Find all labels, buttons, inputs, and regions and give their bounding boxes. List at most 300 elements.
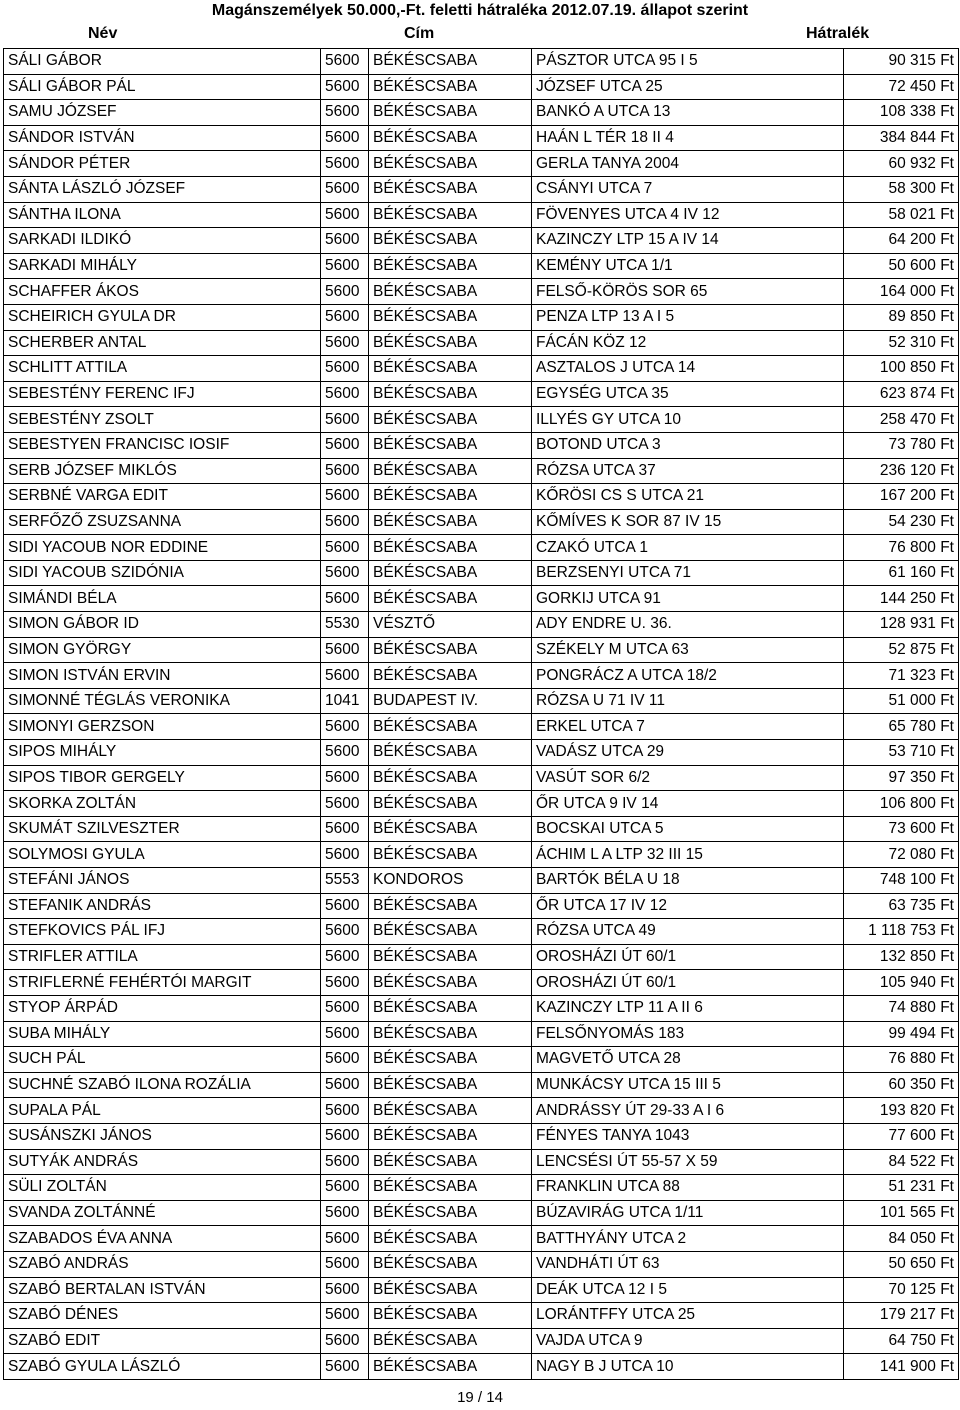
cell-city: BÉKÉSCSABA (369, 1098, 532, 1124)
cell-name: SKUMÁT SZILVESZTER (4, 816, 321, 842)
cell-city: BÉKÉSCSABA (369, 765, 532, 791)
cell-zip: 5600 (321, 740, 369, 766)
cell-zip: 5600 (321, 509, 369, 535)
cell-city: BÉKÉSCSABA (369, 330, 532, 356)
table-row (4, 944, 959, 970)
cell-debt: 164 000 Ft (844, 279, 959, 305)
cell-name: SIMON ISTVÁN ERVIN (4, 663, 321, 689)
cell-name: SÁLI GÁBOR (4, 49, 321, 75)
table-row (4, 509, 959, 535)
cell-name: SAMU JÓZSEF (4, 100, 321, 126)
cell-name: SUPALA PÁL (4, 1098, 321, 1124)
table-row (4, 1303, 959, 1329)
cell-zip: 5600 (321, 919, 369, 945)
cell-city: BÉKÉSCSABA (369, 381, 532, 407)
cell-name: SCHEIRICH GYULA DR (4, 304, 321, 330)
cell-street: KEMÉNY UTCA 1/1 (532, 253, 844, 279)
cell-city: VÉSZTŐ (369, 612, 532, 638)
cell-street: CSÁNYI UTCA 7 (532, 176, 844, 202)
cell-zip: 5600 (321, 176, 369, 202)
cell-city: BÉKÉSCSABA (369, 816, 532, 842)
table-row (4, 1072, 959, 1098)
cell-city: BÉKÉSCSABA (369, 49, 532, 75)
cell-debt: 384 844 Ft (844, 125, 959, 151)
table-row (4, 791, 959, 817)
cell-name: SARKADI MIHÁLY (4, 253, 321, 279)
column-header-row (0, 22, 960, 46)
cell-street: BATTHYÁNY UTCA 2 (532, 1226, 844, 1252)
cell-street: FRANKLIN UTCA 88 (532, 1175, 844, 1201)
cell-debt: 53 710 Ft (844, 740, 959, 766)
cell-street: KŐMÍVES K SOR 87 IV 15 (532, 509, 844, 535)
cell-zip: 5600 (321, 100, 369, 126)
cell-street: PÁSZTOR UTCA 95 I 5 (532, 49, 844, 75)
cell-zip: 5600 (321, 663, 369, 689)
cell-zip: 5600 (321, 1175, 369, 1201)
cell-city: BÉKÉSCSABA (369, 484, 532, 510)
cell-street: LENCSÉSI ÚT 55-57 X 59 (532, 1149, 844, 1175)
table-row (4, 842, 959, 868)
cell-name: STEFÁNI JÁNOS (4, 868, 321, 894)
cell-debt: 144 250 Ft (844, 586, 959, 612)
cell-debt: 65 780 Ft (844, 714, 959, 740)
table-row (4, 100, 959, 126)
cell-street: ADY ENDRE U. 36. (532, 612, 844, 638)
cell-street: OROSHÁZI ÚT 60/1 (532, 970, 844, 996)
cell-street: PENZA LTP 13 A I 5 (532, 304, 844, 330)
cell-zip: 5600 (321, 1226, 369, 1252)
cell-street: RÓZSA UTCA 37 (532, 458, 844, 484)
cell-city: BÉKÉSCSABA (369, 740, 532, 766)
table-row (4, 919, 959, 945)
table-row (4, 1251, 959, 1277)
cell-street: KAZINCZY LTP 15 A IV 14 (532, 228, 844, 254)
cell-debt: 128 931 Ft (844, 612, 959, 638)
cell-name: SARKADI ILDIKÓ (4, 228, 321, 254)
cell-zip: 5600 (321, 1328, 369, 1354)
cell-debt: 89 850 Ft (844, 304, 959, 330)
cell-street: VANDHÁTI ÚT 63 (532, 1251, 844, 1277)
cell-name: SIMON GYÖRGY (4, 637, 321, 663)
cell-street: ILLYÉS GY UTCA 10 (532, 407, 844, 433)
table-row (4, 612, 959, 638)
cell-city: BÉKÉSCSABA (369, 1072, 532, 1098)
cell-city: BÉKÉSCSABA (369, 919, 532, 945)
cell-debt: 193 820 Ft (844, 1098, 959, 1124)
cell-name: SERB JÓZSEF MIKLÓS (4, 458, 321, 484)
table-row (4, 407, 959, 433)
table-row (4, 125, 959, 151)
cell-name: STEFANIK ANDRÁS (4, 893, 321, 919)
table-row (4, 688, 959, 714)
cell-zip: 5600 (321, 74, 369, 100)
cell-debt: 76 800 Ft (844, 535, 959, 561)
table-row (4, 560, 959, 586)
cell-street: GERLA TANYA 2004 (532, 151, 844, 177)
debtors-table (3, 48, 959, 1380)
cell-city: BÉKÉSCSABA (369, 151, 532, 177)
cell-debt: 73 780 Ft (844, 432, 959, 458)
cell-street: OROSHÁZI ÚT 60/1 (532, 944, 844, 970)
cell-debt: 236 120 Ft (844, 458, 959, 484)
cell-city: BÉKÉSCSABA (369, 1277, 532, 1303)
cell-city: BÉKÉSCSABA (369, 1354, 532, 1380)
cell-debt: 748 100 Ft (844, 868, 959, 894)
cell-zip: 5600 (321, 1021, 369, 1047)
table-row (4, 330, 959, 356)
cell-debt: 51 000 Ft (844, 688, 959, 714)
cell-debt: 258 470 Ft (844, 407, 959, 433)
cell-zip: 5600 (321, 1303, 369, 1329)
cell-name: SÜLI ZOLTÁN (4, 1175, 321, 1201)
cell-street: SZÉKELY M UTCA 63 (532, 637, 844, 663)
cell-street: ASZTALOS J UTCA 14 (532, 356, 844, 382)
column-header-name: Név (88, 25, 118, 42)
cell-street: VASÚT SOR 6/2 (532, 765, 844, 791)
cell-city: BÉKÉSCSABA (369, 74, 532, 100)
cell-city: BÉKÉSCSABA (369, 100, 532, 126)
cell-zip: 5600 (321, 637, 369, 663)
cell-zip: 5600 (321, 49, 369, 75)
cell-debt: 76 880 Ft (844, 1047, 959, 1073)
cell-street: NAGY B J UTCA 10 (532, 1354, 844, 1380)
cell-debt: 50 650 Ft (844, 1251, 959, 1277)
cell-debt: 54 230 Ft (844, 509, 959, 535)
cell-zip: 5600 (321, 228, 369, 254)
cell-city: BÉKÉSCSABA (369, 995, 532, 1021)
cell-debt: 108 338 Ft (844, 100, 959, 126)
cell-city: BÉKÉSCSABA (369, 970, 532, 996)
cell-city: BÉKÉSCSABA (369, 1021, 532, 1047)
table-row (4, 228, 959, 254)
cell-debt: 73 600 Ft (844, 816, 959, 842)
cell-debt: 52 310 Ft (844, 330, 959, 356)
cell-name: SOLYMOSI GYULA (4, 842, 321, 868)
cell-zip: 5600 (321, 1200, 369, 1226)
cell-street: ÁCHIM L A LTP 32 III 15 (532, 842, 844, 868)
cell-name: STRIFLERNÉ FEHÉRTÓI MARGIT (4, 970, 321, 996)
table-row (4, 714, 959, 740)
cell-city: BÉKÉSCSABA (369, 1149, 532, 1175)
cell-zip: 5600 (321, 893, 369, 919)
cell-street: KŐRÖSI CS S UTCA 21 (532, 484, 844, 510)
table-row (4, 1175, 959, 1201)
table-row (4, 1226, 959, 1252)
cell-city: BÉKÉSCSABA (369, 304, 532, 330)
cell-street: JÓZSEF UTCA 25 (532, 74, 844, 100)
cell-debt: 179 217 Ft (844, 1303, 959, 1329)
cell-street: FÁCÁN KÖZ 12 (532, 330, 844, 356)
cell-city: BÉKÉSCSABA (369, 535, 532, 561)
cell-street: ERKEL UTCA 7 (532, 714, 844, 740)
cell-city: BÉKÉSCSABA (369, 125, 532, 151)
cell-debt: 99 494 Ft (844, 1021, 959, 1047)
page-number: 19 / 14 (457, 1389, 503, 1406)
cell-zip: 5600 (321, 1149, 369, 1175)
cell-name: SIPOS TIBOR GERGELY (4, 765, 321, 791)
cell-name: SKORKA ZOLTÁN (4, 791, 321, 817)
cell-city: BÉKÉSCSABA (369, 202, 532, 228)
cell-name: SIDI YACOUB SZIDÓNIA (4, 560, 321, 586)
table-row (4, 1149, 959, 1175)
cell-debt: 72 450 Ft (844, 74, 959, 100)
cell-debt: 106 800 Ft (844, 791, 959, 817)
table-row (4, 1047, 959, 1073)
table-row (4, 484, 959, 510)
cell-street: VAJDA UTCA 9 (532, 1328, 844, 1354)
cell-street: RÓZSA UTCA 49 (532, 919, 844, 945)
cell-zip: 5600 (321, 816, 369, 842)
table-row (4, 381, 959, 407)
cell-zip: 5600 (321, 944, 369, 970)
cell-zip: 5600 (321, 356, 369, 382)
table-row (4, 637, 959, 663)
cell-name: SEBESTÉNY FERENC IFJ (4, 381, 321, 407)
cell-zip: 5600 (321, 484, 369, 510)
cell-street: LORÁNTFFY UTCA 25 (532, 1303, 844, 1329)
cell-name: SZABÓ GYULA LÁSZLÓ (4, 1354, 321, 1380)
cell-city: BÉKÉSCSABA (369, 1328, 532, 1354)
cell-debt: 623 874 Ft (844, 381, 959, 407)
cell-debt: 50 600 Ft (844, 253, 959, 279)
cell-city: BÉKÉSCSABA (369, 1175, 532, 1201)
cell-street: BERZSENYI UTCA 71 (532, 560, 844, 586)
cell-street: GORKIJ UTCA 91 (532, 586, 844, 612)
cell-name: SIPOS MIHÁLY (4, 740, 321, 766)
cell-name: SCHERBER ANTAL (4, 330, 321, 356)
cell-zip: 5600 (321, 151, 369, 177)
table-row (4, 893, 959, 919)
cell-city: BÉKÉSCSABA (369, 714, 532, 740)
cell-debt: 90 315 Ft (844, 49, 959, 75)
cell-name: SIMONYI GERZSON (4, 714, 321, 740)
cell-city: BÉKÉSCSABA (369, 356, 532, 382)
cell-name: SCHAFFER ÁKOS (4, 279, 321, 305)
cell-city: BÉKÉSCSABA (369, 1226, 532, 1252)
table-row (4, 458, 959, 484)
table-row (4, 49, 959, 75)
cell-street: MUNKÁCSY UTCA 15 III 5 (532, 1072, 844, 1098)
table-row (4, 1123, 959, 1149)
cell-debt: 167 200 Ft (844, 484, 959, 510)
cell-name: SUCHNÉ SZABÓ ILONA ROZÁLIA (4, 1072, 321, 1098)
table-row (4, 868, 959, 894)
table-row (4, 816, 959, 842)
cell-street: MAGVETŐ UTCA 28 (532, 1047, 844, 1073)
cell-debt: 72 080 Ft (844, 842, 959, 868)
cell-city: KONDOROS (369, 868, 532, 894)
cell-street: BARTÓK BÉLA U 18 (532, 868, 844, 894)
table-row (4, 970, 959, 996)
cell-name: SÁLI GÁBOR PÁL (4, 74, 321, 100)
cell-street: ŐR UTCA 17 IV 12 (532, 893, 844, 919)
cell-city: BÉKÉSCSABA (369, 637, 532, 663)
cell-zip: 5600 (321, 765, 369, 791)
cell-zip: 5600 (321, 586, 369, 612)
cell-name: SIMONNÉ TÉGLÁS VERONIKA (4, 688, 321, 714)
cell-debt: 63 735 Ft (844, 893, 959, 919)
cell-street: CZAKÓ UTCA 1 (532, 535, 844, 561)
cell-name: SÁNTA LÁSZLÓ JÓZSEF (4, 176, 321, 202)
page-title: Magánszemélyek 50.000,-Ft. feletti hátraléka 2012.07.19. állapot szerint (211, 2, 749, 19)
cell-zip: 5600 (321, 970, 369, 996)
cell-city: BÉKÉSCSABA (369, 509, 532, 535)
cell-street: HAÁN L TÉR 18 II 4 (532, 125, 844, 151)
cell-zip: 5600 (321, 791, 369, 817)
cell-street: ANDRÁSSY ÚT 29-33 A I 6 (532, 1098, 844, 1124)
table-row (4, 1098, 959, 1124)
cell-street: DEÁK UTCA 12 I 5 (532, 1277, 844, 1303)
cell-debt: 77 600 Ft (844, 1123, 959, 1149)
cell-name: SIDI YACOUB NOR EDDINE (4, 535, 321, 561)
cell-debt: 71 323 Ft (844, 663, 959, 689)
cell-zip: 5600 (321, 714, 369, 740)
cell-zip: 5553 (321, 868, 369, 894)
cell-debt: 58 021 Ft (844, 202, 959, 228)
cell-city: BÉKÉSCSABA (369, 1047, 532, 1073)
cell-debt: 64 200 Ft (844, 228, 959, 254)
cell-name: STYOP ÁRPÁD (4, 995, 321, 1021)
cell-debt: 100 850 Ft (844, 356, 959, 382)
cell-zip: 5600 (321, 407, 369, 433)
cell-city: BÉKÉSCSABA (369, 279, 532, 305)
cell-zip: 5600 (321, 535, 369, 561)
table-row (4, 176, 959, 202)
cell-zip: 5600 (321, 253, 369, 279)
cell-name: SUCH PÁL (4, 1047, 321, 1073)
cell-debt: 84 522 Ft (844, 1149, 959, 1175)
cell-debt: 51 231 Ft (844, 1175, 959, 1201)
table-row (4, 1277, 959, 1303)
cell-debt: 58 300 Ft (844, 176, 959, 202)
cell-city: BÉKÉSCSABA (369, 944, 532, 970)
cell-zip: 5600 (321, 1123, 369, 1149)
cell-debt: 141 900 Ft (844, 1354, 959, 1380)
table-row (4, 663, 959, 689)
cell-street: BOTOND UTCA 3 (532, 432, 844, 458)
cell-name: SEBESTYEN FRANCISC IOSIF (4, 432, 321, 458)
cell-zip: 5600 (321, 330, 369, 356)
cell-city: BÉKÉSCSABA (369, 1200, 532, 1226)
table-row (4, 304, 959, 330)
cell-zip: 5600 (321, 1354, 369, 1380)
column-header-address: Cím (404, 25, 435, 42)
table-row (4, 356, 959, 382)
cell-name: SUBA MIHÁLY (4, 1021, 321, 1047)
cell-zip: 5530 (321, 612, 369, 638)
cell-city: BUDAPEST IV. (369, 688, 532, 714)
cell-debt: 52 875 Ft (844, 637, 959, 663)
table-row (4, 740, 959, 766)
cell-city: BÉKÉSCSABA (369, 586, 532, 612)
cell-name: STRIFLER ATTILA (4, 944, 321, 970)
cell-city: BÉKÉSCSABA (369, 893, 532, 919)
table-row (4, 995, 959, 1021)
cell-city: BÉKÉSCSABA (369, 228, 532, 254)
cell-city: BÉKÉSCSABA (369, 253, 532, 279)
cell-street: PONGRÁCZ A UTCA 18/2 (532, 663, 844, 689)
cell-name: STEFKOVICS PÁL IFJ (4, 919, 321, 945)
cell-city: BÉKÉSCSABA (369, 458, 532, 484)
table-row (4, 151, 959, 177)
column-header-debt: Hátralék (806, 25, 870, 42)
cell-debt: 74 880 Ft (844, 995, 959, 1021)
cell-name: SÁNTHA ILONA (4, 202, 321, 228)
cell-zip: 5600 (321, 458, 369, 484)
cell-zip: 5600 (321, 304, 369, 330)
cell-zip: 5600 (321, 842, 369, 868)
table-row (4, 279, 959, 305)
cell-name: SZABÓ EDIT (4, 1328, 321, 1354)
cell-street: KAZINCZY LTP 11 A II 6 (532, 995, 844, 1021)
table-row (4, 74, 959, 100)
cell-city: BÉKÉSCSABA (369, 842, 532, 868)
cell-name: SZABÓ ANDRÁS (4, 1251, 321, 1277)
cell-city: BÉKÉSCSABA (369, 432, 532, 458)
cell-zip: 5600 (321, 202, 369, 228)
cell-zip: 5600 (321, 432, 369, 458)
cell-zip: 5600 (321, 279, 369, 305)
table-row (4, 432, 959, 458)
cell-debt: 61 160 Ft (844, 560, 959, 586)
cell-street: RÓZSA U 71 IV 11 (532, 688, 844, 714)
cell-zip: 5600 (321, 1251, 369, 1277)
cell-city: BÉKÉSCSABA (369, 663, 532, 689)
cell-debt: 84 050 Ft (844, 1226, 959, 1252)
table-row (4, 1328, 959, 1354)
cell-debt: 70 125 Ft (844, 1277, 959, 1303)
cell-name: SIMON GÁBOR ID (4, 612, 321, 638)
cell-name: SEBESTÉNY ZSOLT (4, 407, 321, 433)
cell-name: SZABÓ DÉNES (4, 1303, 321, 1329)
cell-zip: 5600 (321, 381, 369, 407)
cell-name: SZABADOS ÉVA ANNA (4, 1226, 321, 1252)
cell-street: FÉNYES TANYA 1043 (532, 1123, 844, 1149)
cell-street: FELSŐ-KÖRÖS SOR 65 (532, 279, 844, 305)
cell-street: FÖVENYES UTCA 4 IV 12 (532, 202, 844, 228)
table-row (4, 1354, 959, 1380)
cell-street: BANKÓ A UTCA 13 (532, 100, 844, 126)
cell-zip: 5600 (321, 1277, 369, 1303)
table-row (4, 1021, 959, 1047)
cell-debt: 132 850 Ft (844, 944, 959, 970)
cell-name: SZABÓ BERTALAN ISTVÁN (4, 1277, 321, 1303)
cell-city: BÉKÉSCSABA (369, 560, 532, 586)
cell-name: SCHLITT ATTILA (4, 356, 321, 382)
cell-debt: 101 565 Ft (844, 1200, 959, 1226)
cell-zip: 5600 (321, 1047, 369, 1073)
cell-street: VADÁSZ UTCA 29 (532, 740, 844, 766)
cell-city: BÉKÉSCSABA (369, 1251, 532, 1277)
cell-street: ŐR UTCA 9 IV 14 (532, 791, 844, 817)
cell-city: BÉKÉSCSABA (369, 176, 532, 202)
cell-city: BÉKÉSCSABA (369, 407, 532, 433)
cell-zip: 5600 (321, 1072, 369, 1098)
cell-zip: 5600 (321, 560, 369, 586)
cell-name: SIMÁNDI BÉLA (4, 586, 321, 612)
cell-street: FELSŐNYOMÁS 183 (532, 1021, 844, 1047)
cell-name: SERFŐZŐ ZSUZSANNA (4, 509, 321, 535)
cell-name: SÁNDOR PÉTER (4, 151, 321, 177)
table-row (4, 1200, 959, 1226)
cell-debt: 1 118 753 Ft (844, 919, 959, 945)
cell-city: BÉKÉSCSABA (369, 791, 532, 817)
cell-debt: 60 932 Ft (844, 151, 959, 177)
cell-name: SUTYÁK ANDRÁS (4, 1149, 321, 1175)
cell-city: BÉKÉSCSABA (369, 1303, 532, 1329)
cell-name: SUSÁNSZKI JÁNOS (4, 1123, 321, 1149)
cell-street: EGYSÉG UTCA 35 (532, 381, 844, 407)
